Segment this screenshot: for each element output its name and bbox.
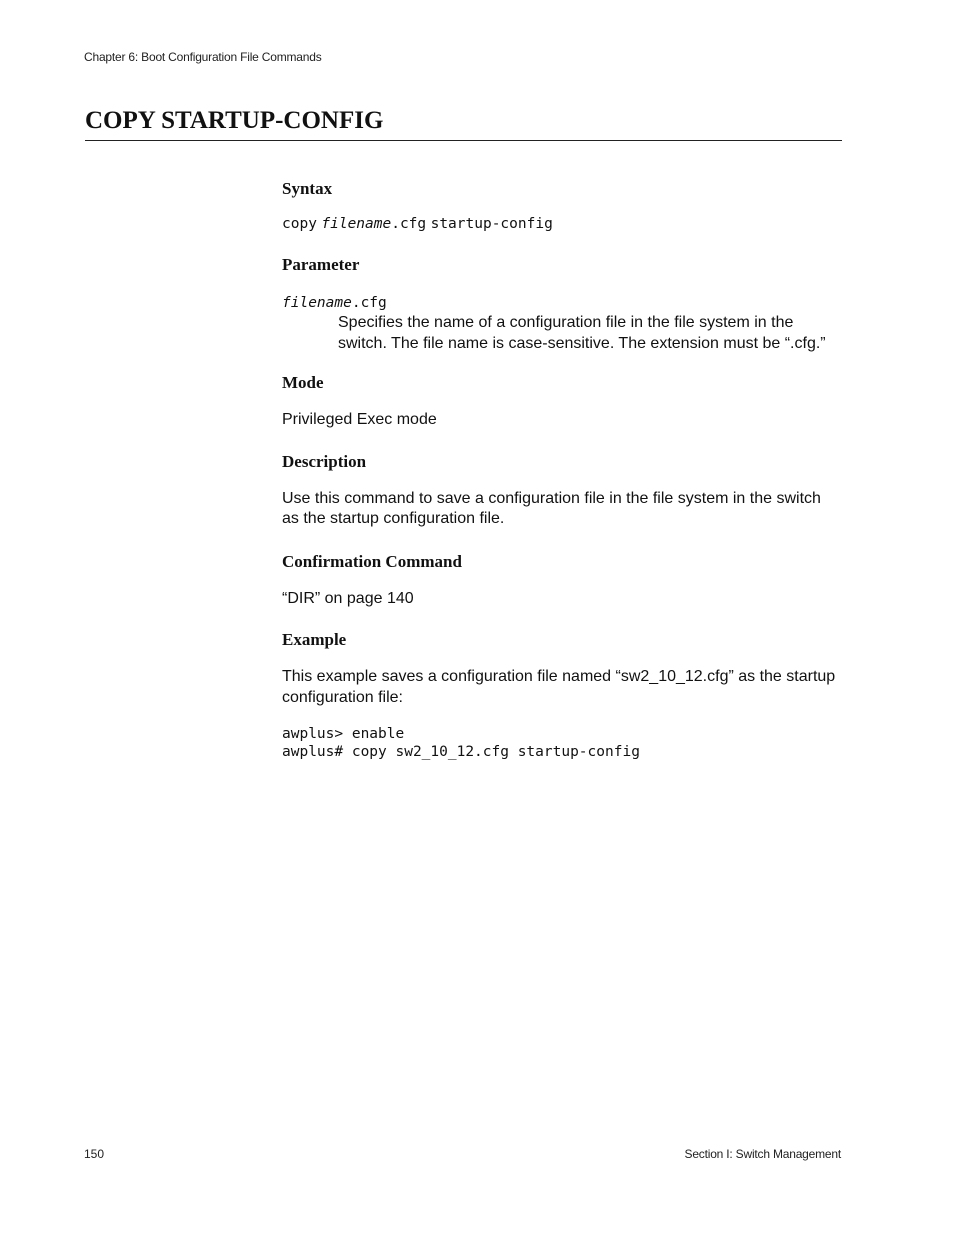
example-heading: Example — [282, 630, 347, 649]
parameter-description: Specifies the name of a configuration file in the file system in the switch. The file name is case-sensitive. The extension must be “.cfg.” — [338, 314, 826, 352]
syntax-extension: .cfg — [391, 216, 427, 232]
confirmation-heading: Confirmation Command — [282, 551, 462, 571]
confirmation-link[interactable]: “DIR” on page 140 — [282, 589, 414, 607]
content — [282, 178, 842, 761]
title-rule — [85, 140, 842, 141]
mode-text: Privileged Exec mode — [282, 411, 437, 428]
example-code — [282, 725, 842, 761]
parameter-name: filename — [282, 295, 352, 311]
syntax-command: copy — [282, 216, 317, 232]
parameter-extension: .cfg — [351, 295, 387, 311]
mode-heading: Mode — [282, 373, 324, 392]
page-title: COPY STARTUP-CONFIG — [85, 107, 384, 134]
running-header: Chapter 6: Boot Configuration File Commands — [84, 50, 322, 64]
parameter-heading: Parameter — [282, 255, 360, 274]
example-text: This example saves a configuration file named “sw2_10_12.cfg” as the startup configuration file: — [282, 668, 836, 706]
page-number: 150 — [84, 1147, 105, 1161]
syntax-line — [282, 214, 842, 234]
code-line: awplus# copy sw2_10_12.cfg startup-config — [282, 744, 640, 760]
parameter-term — [282, 293, 842, 313]
description-heading: Description — [282, 451, 367, 471]
syntax-heading: Syntax — [282, 179, 333, 198]
syntax-filename: filename — [321, 216, 392, 232]
description-text: Use this command to save a configuration file in the file system in the switch as the startup configuration file. — [282, 489, 821, 527]
section-footer: Section I: Switch Management — [684, 1147, 841, 1161]
code-line: awplus> enable — [282, 726, 405, 742]
syntax-target: startup-config — [430, 216, 553, 232]
